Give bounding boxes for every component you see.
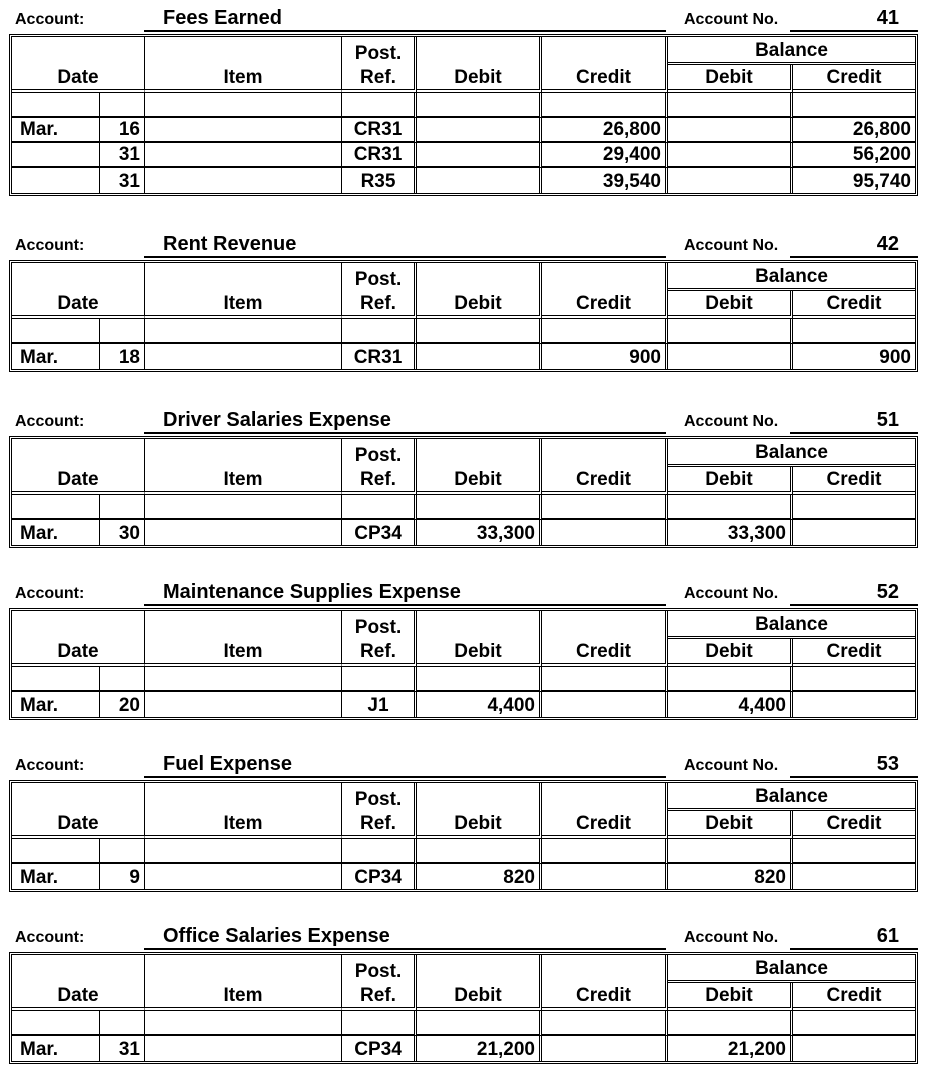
blank-row bbox=[12, 495, 915, 520]
item-header: Item bbox=[145, 37, 342, 93]
post-ref-cell: CP34 bbox=[342, 864, 417, 889]
item-cell bbox=[145, 520, 342, 545]
balance-credit-cell bbox=[793, 1011, 915, 1036]
balance-credit-cell bbox=[793, 667, 915, 692]
date-month-cell: Mar. bbox=[12, 520, 100, 545]
post-ref-cell bbox=[342, 1011, 417, 1036]
credit-cell: 900 bbox=[542, 344, 668, 369]
date-month-cell: Mar. bbox=[12, 1036, 100, 1061]
ref-header: Ref. bbox=[342, 467, 417, 495]
balance-debit-cell bbox=[668, 93, 793, 118]
credit-cell bbox=[542, 1011, 668, 1036]
account-number-underline bbox=[790, 948, 918, 950]
post-ref-cell: CR31 bbox=[342, 118, 417, 143]
date-day-cell bbox=[100, 495, 145, 520]
ledger-account bbox=[0, 0, 929, 196]
item-cell bbox=[145, 495, 342, 520]
balance-debit-header: Debit bbox=[668, 639, 793, 667]
item-cell bbox=[145, 143, 342, 168]
credit-cell bbox=[542, 319, 668, 344]
account-number: 51 bbox=[876, 409, 899, 431]
account-name: Office Salaries Expense bbox=[163, 925, 390, 947]
account-number: 42 bbox=[876, 233, 899, 255]
debit-header: Debit bbox=[417, 439, 542, 495]
balance-header: Balance bbox=[668, 439, 915, 467]
date-day-cell: 31 bbox=[100, 143, 145, 168]
post-ref-cell: CP34 bbox=[342, 1036, 417, 1061]
date-month-cell bbox=[12, 168, 100, 193]
account-number-label: Account No. bbox=[684, 237, 779, 254]
balance-credit-cell bbox=[793, 520, 915, 545]
item-header: Item bbox=[145, 783, 342, 839]
debit-cell bbox=[417, 118, 542, 143]
debit-cell: 21,200 bbox=[417, 1036, 542, 1061]
balance-debit-header: Debit bbox=[668, 983, 793, 1011]
balance-debit-cell: 4,400 bbox=[668, 692, 793, 717]
ledger-account bbox=[0, 402, 929, 548]
ledger-row bbox=[12, 520, 915, 545]
ledger-table bbox=[9, 952, 918, 1064]
post-header: Post. bbox=[342, 37, 417, 65]
credit-cell bbox=[542, 520, 668, 545]
date-day-cell bbox=[100, 667, 145, 692]
balance-credit-cell bbox=[793, 319, 915, 344]
credit-cell bbox=[542, 93, 668, 118]
debit-cell bbox=[417, 143, 542, 168]
balance-credit-cell: 56,200 bbox=[793, 143, 915, 168]
post-ref-cell bbox=[342, 495, 417, 520]
account-name-underline bbox=[144, 604, 666, 606]
ref-header: Ref. bbox=[342, 291, 417, 319]
ref-header: Ref. bbox=[342, 983, 417, 1011]
item-cell bbox=[145, 692, 342, 717]
balance-debit-cell bbox=[668, 839, 793, 864]
date-day-cell: 30 bbox=[100, 520, 145, 545]
post-ref-cell bbox=[342, 667, 417, 692]
credit-header: Credit bbox=[542, 611, 668, 667]
date-month-cell bbox=[12, 143, 100, 168]
date-day-cell: 20 bbox=[100, 692, 145, 717]
account-name: Fees Earned bbox=[163, 7, 282, 29]
account-header bbox=[0, 918, 929, 952]
ledger-row bbox=[12, 692, 915, 717]
item-cell bbox=[145, 667, 342, 692]
debit-cell bbox=[417, 344, 542, 369]
account-name-underline bbox=[144, 776, 666, 778]
balance-header: Balance bbox=[668, 611, 915, 639]
item-cell bbox=[145, 864, 342, 889]
account-number-underline bbox=[790, 256, 918, 258]
date-month-cell bbox=[12, 495, 100, 520]
date-day-cell: 18 bbox=[100, 344, 145, 369]
debit-cell bbox=[417, 1011, 542, 1036]
account-name: Maintenance Supplies Expense bbox=[163, 581, 461, 603]
date-header: Date bbox=[12, 37, 145, 93]
ledger-row bbox=[12, 344, 915, 369]
ledger-account bbox=[0, 746, 929, 892]
item-cell bbox=[145, 839, 342, 864]
balance-debit-header: Debit bbox=[668, 65, 793, 93]
account-number-label: Account No. bbox=[684, 757, 779, 774]
balance-debit-cell bbox=[668, 495, 793, 520]
credit-cell: 26,800 bbox=[542, 118, 668, 143]
date-month-cell bbox=[12, 319, 100, 344]
account-header bbox=[0, 746, 929, 780]
balance-credit-header: Credit bbox=[793, 811, 915, 839]
blank-row bbox=[12, 93, 915, 118]
date-header: Date bbox=[12, 955, 145, 1011]
account-label: Account: bbox=[15, 413, 85, 430]
balance-debit-cell bbox=[668, 667, 793, 692]
ledger-table bbox=[9, 608, 918, 720]
blank-row bbox=[12, 839, 915, 864]
ledger-row bbox=[12, 118, 915, 143]
account-label: Account: bbox=[15, 237, 85, 254]
balance-credit-header: Credit bbox=[793, 291, 915, 319]
item-header: Item bbox=[145, 439, 342, 495]
post-ref-cell: CR31 bbox=[342, 143, 417, 168]
ledger-row bbox=[12, 143, 915, 168]
account-header bbox=[0, 0, 929, 34]
account-label: Account: bbox=[15, 757, 85, 774]
item-header: Item bbox=[145, 263, 342, 319]
account-name-underline bbox=[144, 30, 666, 32]
date-month-cell: Mar. bbox=[12, 118, 100, 143]
ledger-row bbox=[12, 864, 915, 889]
account-name: Driver Salaries Expense bbox=[163, 409, 391, 431]
credit-header: Credit bbox=[542, 37, 668, 93]
credit-header: Credit bbox=[542, 263, 668, 319]
balance-header: Balance bbox=[668, 955, 915, 983]
debit-cell bbox=[417, 839, 542, 864]
post-header: Post. bbox=[342, 611, 417, 639]
post-ref-cell bbox=[342, 839, 417, 864]
credit-cell bbox=[542, 864, 668, 889]
balance-debit-cell bbox=[668, 319, 793, 344]
balance-credit-cell bbox=[793, 93, 915, 118]
account-header bbox=[0, 402, 929, 436]
balance-credit-cell bbox=[793, 495, 915, 520]
post-ref-cell: R35 bbox=[342, 168, 417, 193]
date-day-cell bbox=[100, 319, 145, 344]
debit-header: Debit bbox=[417, 611, 542, 667]
item-cell bbox=[145, 168, 342, 193]
balance-debit-cell bbox=[668, 1011, 793, 1036]
item-cell bbox=[145, 93, 342, 118]
balance-debit-header: Debit bbox=[668, 467, 793, 495]
balance-credit-cell: 26,800 bbox=[793, 118, 915, 143]
balance-header: Balance bbox=[668, 263, 915, 291]
post-header: Post. bbox=[342, 263, 417, 291]
item-cell bbox=[145, 1011, 342, 1036]
date-day-cell: 16 bbox=[100, 118, 145, 143]
ledger-account bbox=[0, 226, 929, 372]
ref-header: Ref. bbox=[342, 811, 417, 839]
debit-cell: 820 bbox=[417, 864, 542, 889]
account-number-label: Account No. bbox=[684, 11, 779, 28]
balance-header: Balance bbox=[668, 37, 915, 65]
ledger-table bbox=[9, 436, 918, 548]
balance-header: Balance bbox=[668, 783, 915, 811]
balance-debit-header: Debit bbox=[668, 291, 793, 319]
date-month-cell bbox=[12, 667, 100, 692]
account-number: 61 bbox=[876, 925, 899, 947]
credit-cell bbox=[542, 839, 668, 864]
date-month-cell bbox=[12, 839, 100, 864]
debit-header: Debit bbox=[417, 263, 542, 319]
balance-debit-cell bbox=[668, 118, 793, 143]
post-ref-cell: J1 bbox=[342, 692, 417, 717]
balance-debit-header: Debit bbox=[668, 811, 793, 839]
ledger-account bbox=[0, 574, 929, 720]
ledger-table bbox=[9, 780, 918, 892]
debit-cell bbox=[417, 495, 542, 520]
balance-debit-cell bbox=[668, 344, 793, 369]
balance-credit-header: Credit bbox=[793, 467, 915, 495]
account-label: Account: bbox=[15, 11, 85, 28]
credit-header: Credit bbox=[542, 783, 668, 839]
balance-credit-header: Credit bbox=[793, 65, 915, 93]
debit-header: Debit bbox=[417, 783, 542, 839]
balance-credit-cell bbox=[793, 692, 915, 717]
account-name: Rent Revenue bbox=[163, 233, 297, 255]
debit-cell: 4,400 bbox=[417, 692, 542, 717]
date-month-cell: Mar. bbox=[12, 864, 100, 889]
credit-cell bbox=[542, 667, 668, 692]
post-header: Post. bbox=[342, 439, 417, 467]
item-cell bbox=[145, 118, 342, 143]
account-label: Account: bbox=[15, 585, 85, 602]
balance-debit-cell bbox=[668, 168, 793, 193]
account-number-underline bbox=[790, 604, 918, 606]
account-number: 53 bbox=[876, 753, 899, 775]
balance-credit-cell bbox=[793, 1036, 915, 1061]
ledger-table bbox=[9, 260, 918, 372]
credit-header: Credit bbox=[542, 439, 668, 495]
account-name-underline bbox=[144, 948, 666, 950]
credit-cell: 29,400 bbox=[542, 143, 668, 168]
credit-header: Credit bbox=[542, 955, 668, 1011]
date-day-cell: 9 bbox=[100, 864, 145, 889]
ledger-table bbox=[9, 34, 918, 196]
account-number: 52 bbox=[876, 581, 899, 603]
account-number-label: Account No. bbox=[684, 585, 779, 602]
date-header: Date bbox=[12, 783, 145, 839]
account-name-underline bbox=[144, 432, 666, 434]
account-header bbox=[0, 226, 929, 260]
date-day-cell: 31 bbox=[100, 168, 145, 193]
date-month-cell bbox=[12, 93, 100, 118]
item-cell bbox=[145, 344, 342, 369]
post-header: Post. bbox=[342, 955, 417, 983]
item-header: Item bbox=[145, 611, 342, 667]
item-header: Item bbox=[145, 955, 342, 1011]
account-name-underline bbox=[144, 256, 666, 258]
post-ref-cell bbox=[342, 93, 417, 118]
balance-credit-cell bbox=[793, 864, 915, 889]
credit-cell: 39,540 bbox=[542, 168, 668, 193]
post-ref-cell: CR31 bbox=[342, 344, 417, 369]
debit-header: Debit bbox=[417, 37, 542, 93]
date-month-cell bbox=[12, 1011, 100, 1036]
account-number-underline bbox=[790, 432, 918, 434]
ledger-account bbox=[0, 918, 929, 1064]
account-name: Fuel Expense bbox=[163, 753, 292, 775]
date-day-cell bbox=[100, 93, 145, 118]
blank-row bbox=[12, 1011, 915, 1036]
date-month-cell: Mar. bbox=[12, 692, 100, 717]
date-header: Date bbox=[12, 611, 145, 667]
balance-debit-cell: 21,200 bbox=[668, 1036, 793, 1061]
debit-cell bbox=[417, 667, 542, 692]
debit-cell: 33,300 bbox=[417, 520, 542, 545]
item-cell bbox=[145, 319, 342, 344]
debit-cell bbox=[417, 93, 542, 118]
account-label: Account: bbox=[15, 929, 85, 946]
item-cell bbox=[145, 1036, 342, 1061]
ledger-row bbox=[12, 1036, 915, 1061]
balance-credit-cell bbox=[793, 839, 915, 864]
blank-row bbox=[12, 667, 915, 692]
post-header: Post. bbox=[342, 783, 417, 811]
credit-cell bbox=[542, 692, 668, 717]
balance-debit-cell bbox=[668, 143, 793, 168]
balance-credit-cell: 95,740 bbox=[852, 171, 911, 192]
credit-cell bbox=[542, 1036, 668, 1061]
account-header bbox=[0, 574, 929, 608]
balance-credit-header: Credit bbox=[793, 983, 915, 1011]
date-month-cell: Mar. bbox=[12, 344, 100, 369]
post-ref-cell bbox=[342, 319, 417, 344]
date-header: Date bbox=[12, 439, 145, 495]
account-number-underline bbox=[790, 30, 918, 32]
account-number-underline bbox=[790, 776, 918, 778]
debit-header: Debit bbox=[417, 955, 542, 1011]
ref-header: Ref. bbox=[342, 65, 417, 93]
account-number-label: Account No. bbox=[684, 413, 779, 430]
debit-cell bbox=[417, 168, 542, 193]
account-number: 41 bbox=[876, 7, 899, 29]
balance-debit-cell: 33,300 bbox=[668, 520, 793, 545]
post-ref-cell: CP34 bbox=[342, 520, 417, 545]
balance-debit-cell: 820 bbox=[668, 864, 793, 889]
blank-row bbox=[12, 319, 915, 344]
date-header: Date bbox=[12, 263, 145, 319]
date-day-cell bbox=[100, 839, 145, 864]
date-day-cell bbox=[100, 1011, 145, 1036]
balance-credit-cell: 900 bbox=[879, 347, 911, 368]
credit-cell bbox=[542, 495, 668, 520]
debit-cell bbox=[417, 319, 542, 344]
account-number-label: Account No. bbox=[684, 929, 779, 946]
date-day-cell: 31 bbox=[100, 1036, 145, 1061]
ledger-row bbox=[12, 168, 915, 193]
ref-header: Ref. bbox=[342, 639, 417, 667]
balance-credit-header: Credit bbox=[793, 639, 915, 667]
